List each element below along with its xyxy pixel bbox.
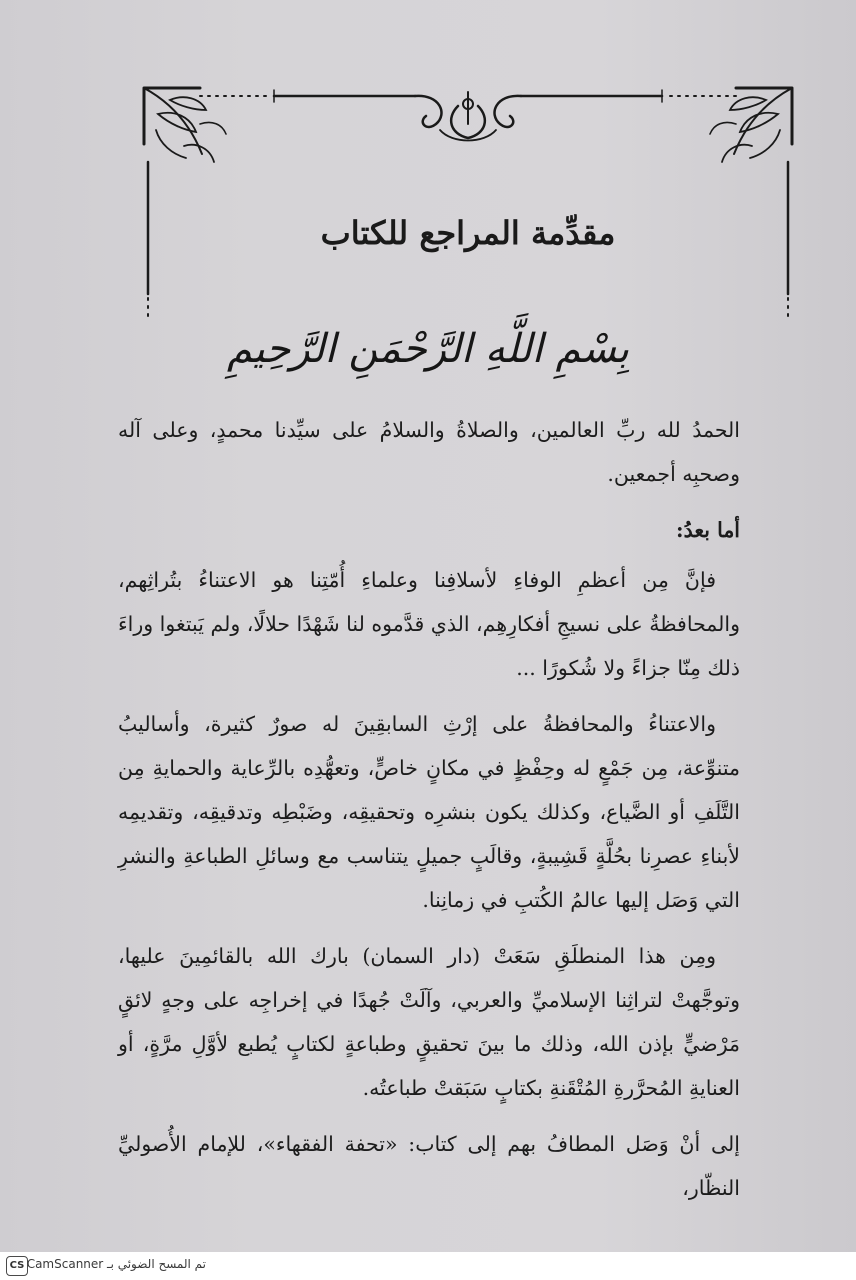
chapter-title: مقدِّمة المراجع للكتاب [320, 214, 616, 252]
paragraph-2: فإنَّ مِن أعظمِ الوفاءِ لأسلافِنا وعلماءِ أُمّتِنا هو الاعتناءُ بتُراثِهم، والمحافظةُ على نسيجِ أفكارِهِم، الذي قدَّموه لنا شَهْدًا حلالًا، ولم يَبتغوا وراءَ ذلك مِنّا جزاءً ولا شُكورًا ... [118, 568, 740, 680]
scanner-watermark-text: تم المسح الضوئي بـ CamScanner [26, 1257, 206, 1271]
ornament-icon [140, 84, 796, 324]
scanner-footer [0, 1252, 856, 1280]
paragraph-heading: أما بعدُ: [676, 518, 740, 542]
paragraph-3: والاعتناءُ والمحافظةُ على إرْثِ السابقِينَ له صورٌ كثيرة، وأساليبُ متنوِّعة، مِن جَمْعٍ له وحِفْظٍ في مكانٍ خاصٍّ، وتعهُّدِه بالرِّعاية والحمايةِ مِن التَّلَفِ أو الضَّياع، وكذلك يكون بنشرِه وتحقيقِه، وضَبْطِه وتدقيقِه، وتقديمِه لأبناءِ عصرِنا بحُلَّةٍ قَشِيبةٍ، وقالَبٍ جميلٍ يتناسب مع وسائلِ الطباعةِ والنشرِ التي وَصَل إليها عالمُ الكُتبِ في زمانِنا. [118, 712, 740, 912]
paragraph-5: إلى أنْ وَصَل المطافُ بهم إلى كتاب: «تحفة الفقهاء»، للإمام الأُصوليِّ النظّار، [118, 1132, 740, 1200]
header-ornament-frame [140, 84, 796, 324]
paragraph-1: الحمدُ لله ربِّ العالمين، والصلاةُ والسلامُ على سيِّدنا محمدٍ، وعلى آله وصحبِه أجمعين. [118, 418, 740, 486]
basmala-calligraphy: بِسْمِ اللَّهِ الرَّحْمَنِ الرَّحِيمِ [226, 326, 630, 372]
camscanner-logo-icon: CS [6, 1256, 28, 1276]
paragraph-4: ومِن هذا المنطلَقِ سَعَتْ (دار السمان) بارك الله بالقائمِينَ عليها، وتوجَّهتْ لتراثِنا الإسلاميِّ والعربي، وآلَتْ جُهدًا في إخراجِه على وجهٍ لائقٍ مَرْضيٍّ بإذن الله، وذلك ما بينَ تحقيقٍ وطباعةٍ لكتابٍ يُطبع لأوَّلِ مرَّةٍ، أو العنايةِ المُحرَّرةِ المُتْقَنةِ بكتابٍ سَبَقتْ طباعتُه. [118, 944, 740, 1100]
body-text [118, 408, 740, 1222]
